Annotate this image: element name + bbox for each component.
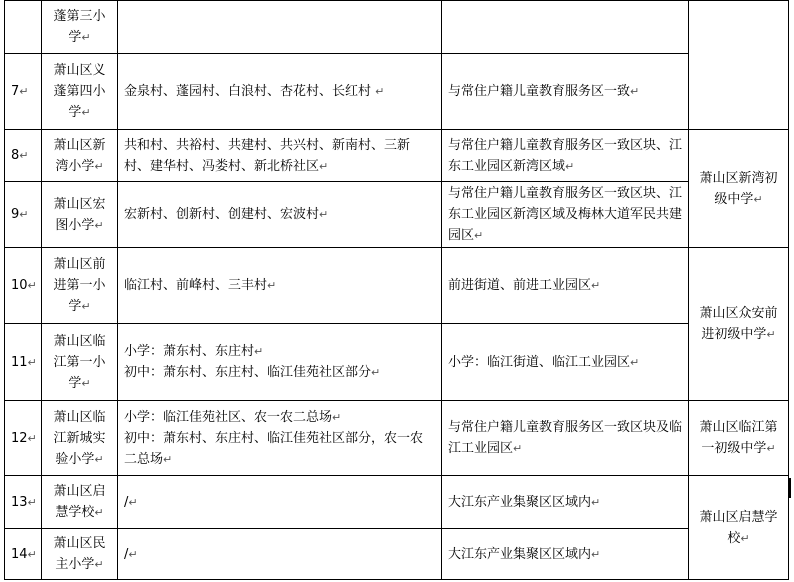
residence-area: 小学：萧东村、东庄村↵ 初中：萧东村、东庄村、临江佳苑社区部分↵ <box>118 324 442 401</box>
school-district-table <box>4 0 789 580</box>
table-row <box>5 401 789 476</box>
enrollment-scope: 前进街道、前进工业园区↵ <box>442 248 689 324</box>
middle-school-linjiang: 萧山区临江第一初级中学↵ <box>689 401 789 476</box>
row-number <box>5 1 42 54</box>
table-row <box>5 248 789 324</box>
school-name: 萧山区义蓬第四小学↵ <box>42 54 118 130</box>
school-name: 萧山区临江第一小学↵ <box>42 324 118 401</box>
enrollment-scope: 与常住户籍儿童教育服务区一致区块、江东工业园区新湾区域及梅林大道军民共建园区↵ <box>442 182 689 248</box>
school-name: 蓬第三小学↵ <box>42 1 118 54</box>
middle-school-zhongan: 萧山区众安前进初级中学↵ <box>689 248 789 401</box>
residence-area <box>118 1 442 54</box>
row-number: 11↵ <box>5 324 42 401</box>
table-row <box>5 324 789 401</box>
enrollment-scope: 小学：临江街道、临江工业园区↵ <box>442 324 689 401</box>
school-name: 萧山区新湾小学↵ <box>42 130 118 182</box>
school-name: 萧山区临江新城实验小学↵ <box>42 401 118 476</box>
enrollment-scope: 大江东产业集聚区区域内↵ <box>442 529 689 580</box>
residence-area: /↵ <box>118 476 442 529</box>
school-name: 萧山区宏图小学↵ <box>42 182 118 248</box>
enrollment-scope: 与常住户籍儿童教育服务区一致↵ <box>442 54 689 130</box>
row-number: 12↵ <box>5 401 42 476</box>
school-name: 萧山区启慧学校↵ <box>42 476 118 529</box>
table-row <box>5 130 789 182</box>
residence-area: 金泉村、蓬园村、白浪村、杏花村、长红村 ↵ <box>118 54 442 130</box>
residence-area: 共和村、共裕村、共建村、共兴村、新南村、三新村、建华村、冯娄村、新北桥社区↵ <box>118 130 442 182</box>
table-row <box>5 54 789 130</box>
school-name: 萧山区民主小学↵ <box>42 529 118 580</box>
residence-area: 临江村、前峰村、三丰村↵ <box>118 248 442 324</box>
row-number: 10↵ <box>5 248 42 324</box>
enrollment-scope: 大江东产业集聚区区域内↵ <box>442 476 689 529</box>
enrollment-scope <box>442 1 689 54</box>
table-row <box>5 529 789 580</box>
row-number: 14↵ <box>5 529 42 580</box>
residence-area: 小学：临江佳苑社区、农一农二总场↵ 初中：萧东村、东庄村、临江佳苑社区部分，农一农二总场↵ <box>118 401 442 476</box>
middle-school-cell <box>689 1 789 130</box>
page-edge-marker <box>788 478 791 498</box>
enrollment-scope: 与常住户籍儿童教育服务区一致区块、江东工业园区新湾区域↵ <box>442 130 689 182</box>
table-row <box>5 182 789 248</box>
row-number: 13↵ <box>5 476 42 529</box>
middle-school-qihui: 萧山区启慧学校↵ <box>689 476 789 580</box>
row-number: 8↵ <box>5 130 42 182</box>
table-row <box>5 1 789 54</box>
row-number: 9↵ <box>5 182 42 248</box>
row-number: 7↵ <box>5 54 42 130</box>
residence-area: 宏新村、创新村、创建村、宏波村↵ <box>118 182 442 248</box>
enrollment-scope: 与常住户籍儿童教育服务区一致区块及临江工业园区↵ <box>442 401 689 476</box>
middle-school-xinwan: 萧山区新湾初级中学↵ <box>689 130 789 248</box>
residence-area: /↵ <box>118 529 442 580</box>
table-row <box>5 476 789 529</box>
school-name: 萧山区前进第一小学↵ <box>42 248 118 324</box>
